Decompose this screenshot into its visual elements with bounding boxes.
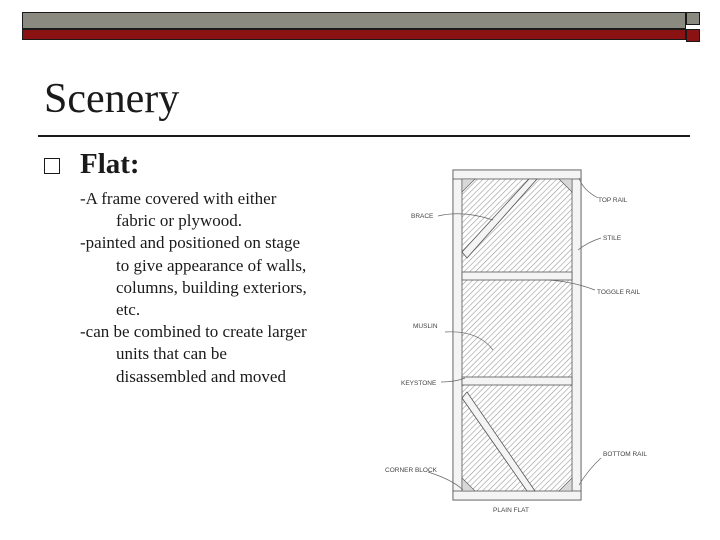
- label-brace: BRACE: [411, 213, 434, 220]
- label-corner-block: CORNER BLOCK: [385, 467, 438, 474]
- corner-square-bottom: [686, 29, 700, 42]
- slide-title: Scenery: [44, 76, 180, 122]
- label-stile: STILE: [603, 235, 622, 242]
- figure-caption: PLAIN FLAT: [493, 507, 530, 514]
- label-bottom-rail: BOTTOM RAIL: [603, 451, 647, 458]
- body-paragraph-1: -A frame covered with either fabric or plywood.: [80, 189, 277, 231]
- label-muslin: MUSLIN: [413, 323, 438, 330]
- plain-flat-diagram: [383, 160, 665, 515]
- body-paragraph-3: -can be combined to create larger units that can be disassembled and moved: [80, 322, 307, 386]
- square-bullet-icon: [44, 158, 60, 174]
- corner-square-top: [686, 12, 700, 25]
- label-toggle-rail: TOGGLE RAIL: [597, 289, 641, 296]
- title-divider: [38, 135, 690, 137]
- bullet-heading: Flat:: [80, 148, 140, 180]
- top-decorative-bar: [22, 12, 686, 29]
- bullet-body: [80, 188, 310, 388]
- body-paragraph-2: -painted and positioned on stage to give appearance of walls, columns, building exteriors, etc.: [80, 233, 307, 320]
- label-top-rail: TOP RAIL: [598, 197, 628, 204]
- accent-decorative-bar: [22, 29, 686, 40]
- label-keystone: KEYSTONE: [401, 380, 437, 387]
